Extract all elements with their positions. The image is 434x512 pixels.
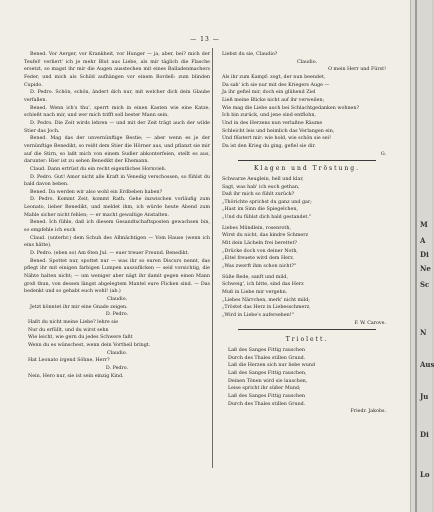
verse-line: „Tröstet das Herz in Liebesschmerz, — [222, 305, 311, 311]
verse-line: Wenn du es wünschest, wenn dein Vortheil bringt. — [28, 342, 151, 348]
verse-line: Süße Rede, sanft und mild, — [222, 274, 288, 280]
verse-line: Als ihr zum Kampf: zogt, der nun beendet, — [222, 74, 326, 80]
verse-line: Da sah' ich sie nur mit des Kriegers Auge — — [222, 82, 330, 88]
verse-line: „Drücke doch von deiner Noth, — [222, 248, 298, 254]
verse-line: Ich bin zurück, und jene sind entflohn, — [222, 113, 316, 119]
dialogue-continuation — [218, 51, 396, 151]
verse-line: Muß in Liebe mir vergehn. — [222, 290, 288, 296]
paragraph: D. Pedro. Kommt Zeit, kommt Rath. Gehe inzwischen vorläufig zum Leonato, lieber Benedikt, und meldet ihm, ich würde heute Abend zum Mahle sicher nicht fehlen; — er macht gewaltige Anstalten. — [24, 197, 210, 218]
verse-line: Ja ihr gefiel mir, doch ein glühend Ziel — [222, 90, 316, 96]
paragraph: Bened. Vor Aerger, vor Krankheit, vor Hunger — ja, aber, bei? mich der Teufel! verliert' ich je mehr Blut aus Liebe, als mir täglich die Flasche ersetzt, so magst ihr mir die Augen ausstechen mit eines Balladenmachers Feder, und mich als Schild aufhängen vor einem Bordell: zum blinden Cupido. — [24, 52, 210, 88]
verse-line: Durch des Thales stillen Grund. — [228, 355, 306, 361]
speaker-name: D. Pedro. — [105, 365, 129, 371]
paragraph: Bened. Mag das der unvernünftige Bestie; — aber wenn es je der vernünftige Benedikt, so reißt dem Stier die Hörner aus, und pflanzt sie mir auf die Stirn, so laßt mich von einem Sudler abkonterfeien, stellt es aus, darunter: Hier ist zu sehen Benedikt der Ehemann. — [24, 136, 210, 165]
poem-klagen-und-troestung — [218, 176, 396, 320]
verse-line: Laß die Herzen sich nur liebe wund — [228, 363, 316, 369]
binding-shadow — [415, 0, 417, 512]
paragraph: D. Pedro. Gut! Amor nicht alle Kraft in Venedig verschossen, so fühlst du bald davon beben. — [24, 174, 210, 188]
verse-line: Mit dein Lächeln frei berettet? — [222, 241, 297, 247]
verse-line: Laß des Sanges Fittig rauschen — [228, 393, 306, 399]
paragraph: D. Pedro. Schön, schön, ändert dich nur, mit welcher dich dein Glaube verfallen. — [24, 90, 210, 103]
verse-line: Laß des Sanges Fittig rauschen, — [228, 370, 307, 376]
edge-text-fragment: N — [420, 328, 427, 337]
verse-line: Liebst du sie, Claudio? — [222, 52, 278, 57]
verse-line: „Wird in Liebe's aufersehen!" — [222, 313, 294, 318]
verse-line: Laß des Sanges Fittig rauschen — [228, 347, 306, 353]
speaker-name: Claudio. — [296, 59, 318, 65]
section-rule — [238, 160, 376, 161]
verse-line: Nur du erfüllt, und du wirst sehn — [28, 327, 109, 333]
verse-line: Wirst du nicht, das kindre Schmerz — [222, 233, 309, 239]
verse-line: Haßt du nicht meine Liebe? lehre sie — [28, 319, 119, 325]
verse-line: O mein Herr und Fürst! — [328, 67, 386, 73]
section-rule — [238, 329, 376, 330]
poem-title-klagen: Klagen und Tröstung. — [253, 165, 361, 173]
verse-line: Hat Leonato irgend Söhne, Herr? — [28, 358, 110, 364]
verse-line: „Eitel freuete wird dem Herz. — [222, 256, 295, 262]
speaker-name: Claudio. — [106, 350, 128, 356]
verse-line: „Thörichte sprichst du ganz und gar; — [222, 199, 312, 205]
verse-line: „Hast im Sinn die Spiegelchen, — [222, 207, 298, 213]
edge-text-fragment: Ne — [420, 264, 431, 273]
poem-triolett — [218, 347, 396, 408]
right-column — [218, 51, 396, 416]
verse-line: „Und du fühlst dich bald gestandet." — [222, 215, 312, 221]
adjacent-page-edge — [410, 0, 432, 512]
signature-carove: F. W. Carove. — [354, 320, 386, 326]
paragraph: Claud. Dann ertrüst du ein recht eigentliches Hornvieh. — [30, 166, 167, 172]
edge-text-fragment: A — [420, 236, 426, 245]
edge-text-fragment: M — [420, 220, 428, 229]
verse-line: Und flüstert mir: wie hold, wie schön sie sei! — [222, 136, 332, 142]
paragraph: D. Pedro. Die Zeit wirds lehren — und mit der Zeit trägt auch der wilde Stier das Joch. — [24, 120, 210, 134]
verse-line: Liebes Mündlein, rosenroth, — [222, 225, 291, 231]
edge-text-fragment: Lo — [420, 470, 430, 479]
verse-line: Durch des Thales stillen Grund. — [228, 401, 306, 407]
poem-title-triolett: Triolett. — [285, 336, 329, 344]
verse-line: Schweig', ich bitte, sind das Herz — [222, 282, 304, 288]
paragraph: Jetzt könntet ihr mir eine Gnade zeigen. — [30, 304, 128, 310]
verse-line: Wie mag die Liebe auch bei Schlachtgedanken wohnen? — [222, 105, 360, 111]
edge-text-fragment: Di — [420, 250, 429, 259]
verse-line: Da ist den Krieg du ging, gefiel sie dir. — [222, 143, 316, 149]
verse-line: Wie leicht, wie gern du jedes Schwere faßt — [28, 335, 133, 341]
verse-line: Schleicht leis und heimlich das Verlangen ein, — [222, 128, 335, 134]
verse-line: „Liebes Närrchen, merk' nicht mild; — [222, 297, 310, 303]
edge-text-fragment: Di — [420, 430, 429, 439]
left-column — [24, 51, 210, 380]
verse-line: Daß ihr mich so fühlt zurück? — [222, 192, 295, 198]
speaker-name: Claudio. — [106, 297, 128, 302]
page-number: — 13 — — [190, 36, 220, 43]
paragraph: Claud. (unterbr.) dem Schuh des Allmächtigen — Vom Hause (wenn ich eins hätte). — [24, 235, 210, 249]
verse-line: Und in des Herzens nun verlaßne Räume — [222, 120, 323, 126]
edge-text-fragment: Aus — [420, 360, 434, 369]
edge-text-fragment: Sc — [420, 280, 430, 289]
verse-line: Deinen Tönen wird sie lauschen, — [228, 378, 308, 384]
signature-jakobs: Friedr. Jakobs. — [350, 409, 386, 415]
paragraph: Bened. Spottet nur, spottet nur — was ihr so euren Discurs nennt, das pflegt ihr mit einigen farbigen Lumpen auszuflicken — seid vorsichtig, die Nähte halten nicht; — um weniger aber nägt ihr damit gegen einen Mann groß thun, von dessen längst abgelegtem Mantel eure Flicken sind. — Das bedenkt und so gehabt euch wohl! (ab.) — [24, 258, 210, 295]
paragraph: Bened. Da werden wir also wohl ein Erdbeben haben? — [30, 189, 163, 195]
verse-line: Ließ meine Blicke nicht auf ihr verweilen; — [222, 97, 325, 103]
column-divider — [212, 48, 213, 468]
verse-line: Nein, Hero nur, sie ist sein einzig Kind. — [28, 373, 124, 379]
verse-line: Schwarze Aeuglein, hell und klar, — [222, 176, 304, 182]
paragraph: D. Pedro. (eben so) Am 6ten Jul. — euer treuer Freund. Benedikt. — [30, 251, 190, 257]
edge-text-fragment: Ju — [420, 392, 429, 401]
signature-g: G. — [380, 151, 386, 157]
paragraph: Bened. Ich fühle, daß ich diesem Gesandtschaftsposten gewachsen bin, so empfehle ich euch — [24, 220, 210, 234]
verse-line: Leise spricht ihr süßer Mund; — [228, 386, 301, 392]
speaker-name: D. Pedro. — [105, 312, 129, 318]
verse-line: Sagt, was hab' ich euch gethan, — [222, 184, 300, 190]
verse-line: „Was zwerft ihm schon nicht?" — [222, 264, 297, 270]
paragraph: Bened. Wenn ich's thu', sperrt mich in einen Kasten wie eine Katze, schießt nach mir, und wer mich trifft soll bester Mann sein. — [24, 105, 210, 119]
